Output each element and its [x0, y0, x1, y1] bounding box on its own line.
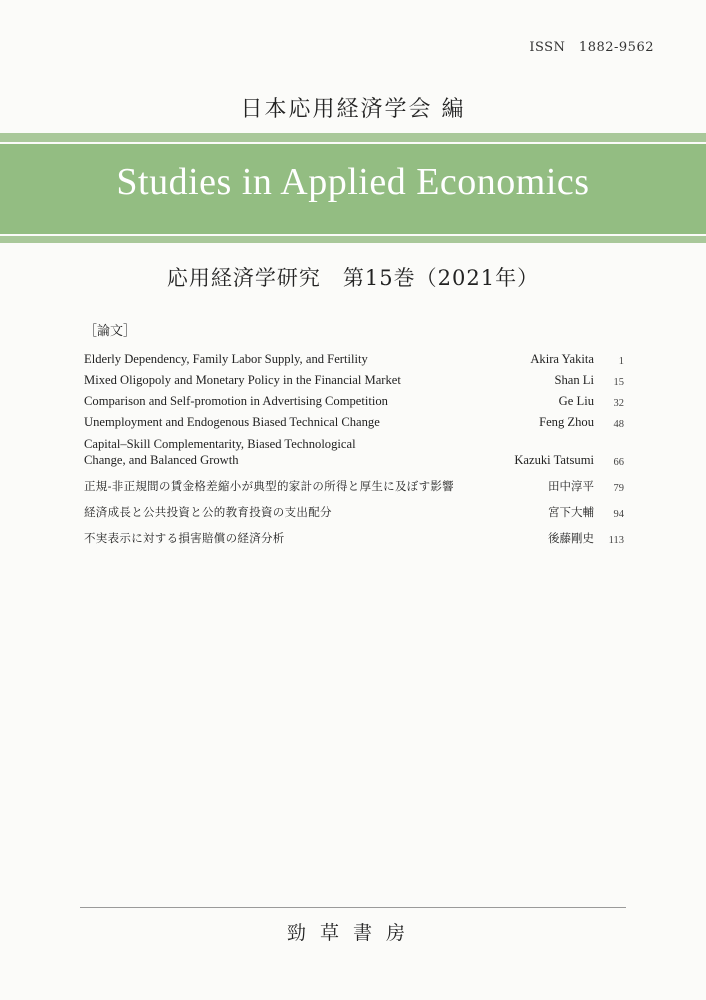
- table-of-contents: [84, 346, 624, 546]
- article-title: 不実表示に対する損害賠償の経済分析: [84, 531, 285, 545]
- article-title: Mixed Oligopoly and Monetary Policy in the Financial Market: [84, 373, 401, 387]
- toc-entry[interactable]: [84, 468, 624, 494]
- article-author: 宮下大輔: [548, 505, 594, 519]
- publisher-name: 勁草書房: [286, 922, 419, 944]
- footer-divider: [80, 907, 626, 908]
- article-author: Shan Li: [554, 373, 594, 387]
- article-author: Feng Zhou: [539, 415, 594, 429]
- article-author: Ge Liu: [558, 394, 594, 408]
- toc-entry[interactable]: [84, 367, 624, 388]
- article-page: 94: [613, 509, 624, 520]
- title-band-top-stripe: [0, 133, 706, 142]
- article-author: 後藤剛史: [548, 531, 594, 545]
- article-page: 113: [608, 535, 624, 546]
- article-page: 66: [613, 457, 624, 468]
- article-title: Elderly Dependency, Family Labor Supply, and Fertility: [84, 352, 368, 366]
- article-title: Unemployment and Endogenous Biased Technical Change: [84, 415, 380, 429]
- article-title: Comparison and Self-promotion in Advertising Competition: [84, 394, 388, 408]
- article-page: 15: [613, 377, 624, 388]
- article-page: 79: [613, 483, 624, 494]
- toc-entry[interactable]: [84, 430, 624, 468]
- article-page: 32: [613, 398, 624, 409]
- editor-credit: 日本応用経済学会 編: [240, 97, 466, 122]
- article-page: 1: [618, 356, 624, 367]
- article-page: 48: [613, 419, 624, 430]
- article-author: Akira Yakita: [530, 352, 594, 366]
- toc-entry[interactable]: [84, 388, 624, 409]
- volume-title: 応用経済学研究 第15巻（2021年）: [166, 266, 540, 290]
- article-title: 正規-非正規間の賃金格差縮小が典型的家計の所得と厚生に及ぼす影響: [84, 479, 454, 493]
- issn-number: ISSN 1882-9562: [529, 40, 654, 55]
- article-title: Capital–Skill Complementarity, Biased Technological Change, and Balanced Growth: [84, 437, 356, 467]
- article-author: Kazuki Tatsumi: [514, 453, 594, 467]
- series-title: Studies in Applied Economics: [116, 161, 590, 203]
- toc-entry[interactable]: [84, 409, 624, 430]
- toc-entry[interactable]: [84, 520, 624, 546]
- article-author: 田中淳平: [548, 479, 594, 493]
- toc-entry[interactable]: [84, 494, 624, 520]
- title-band-bottom-stripe: [0, 236, 706, 243]
- section-label: ［論文］: [84, 324, 137, 339]
- toc-entry[interactable]: [84, 346, 624, 367]
- article-title: 経済成長と公共投資と公的教育投資の支出配分: [84, 505, 332, 519]
